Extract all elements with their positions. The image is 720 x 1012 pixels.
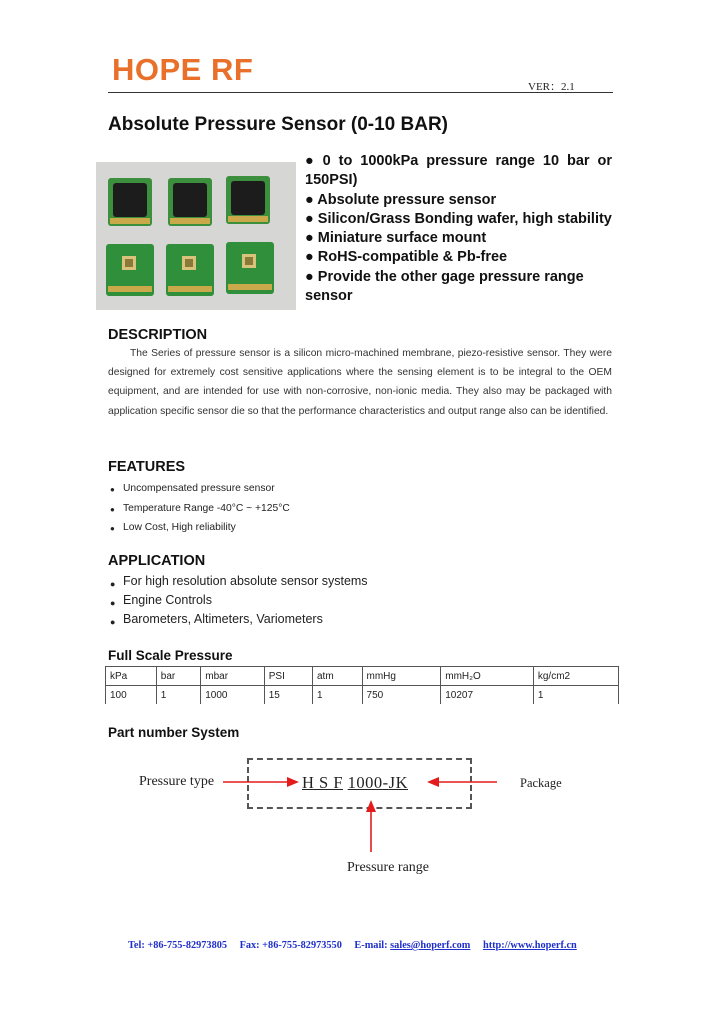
- sensor-board: [166, 244, 214, 296]
- intro-bullet: ● 0 to 1000kPa pressure range 10 bar or 150PSI): [305, 153, 612, 189]
- description-text: The Series of pressure sensor is a silicon micro-machined membrane, piezo-resistive sensor. They were designed for extremely cost sensitive applications where the sensing element is to be integral to the OEM equipment, and are intended for use with non-corrosive, non-ionic media. They also may be packaged with application specific sensor die so that the performance characteristics and output range also can be identified.: [108, 348, 612, 417]
- table-header-cell: kPa: [106, 667, 157, 686]
- feature-item: ● Uncompensated pressure sensor: [110, 479, 290, 499]
- part-number-heading: Part number System: [108, 725, 240, 740]
- table-header-cell: mbar: [201, 667, 265, 686]
- page-title: Absolute Pressure Sensor (0-10 BAR): [108, 114, 448, 135]
- packaged-chip: [168, 178, 212, 226]
- full-scale-heading: Full Scale Pressure: [108, 648, 233, 663]
- packaged-chip: [226, 176, 270, 224]
- intro-bullet: ● Absolute pressure sensor: [305, 191, 497, 208]
- footer-email-link[interactable]: sales@hoperf.com: [390, 940, 471, 951]
- table-cell: 10207: [441, 686, 534, 705]
- intro-bullet-list: [305, 152, 612, 306]
- part-range: 1000: [347, 773, 383, 792]
- table-cell: 1: [313, 686, 363, 705]
- intro-bullet: ● Miniature surface mount: [305, 230, 487, 247]
- feature-item: ● Temperature Range -40°C ~ +125°C: [110, 499, 290, 519]
- application-item: ● Barometers, Altimeters, Variometers: [110, 610, 368, 629]
- table-header-cell: mmHg: [362, 667, 441, 686]
- table-cell: 15: [264, 686, 312, 705]
- table-row: [106, 686, 619, 705]
- table-header-row: [106, 667, 619, 686]
- version-label: VER：2.1: [528, 81, 575, 93]
- application-heading: APPLICATION: [108, 553, 206, 569]
- table-header-cell: atm: [313, 667, 363, 686]
- table-cell: 1000: [201, 686, 265, 705]
- sensor-product-photo: [96, 162, 296, 310]
- part-prefix: H S F: [302, 773, 344, 792]
- part-package: JK: [388, 773, 408, 792]
- pressure-range-label: Pressure range: [347, 860, 430, 875]
- description-heading: DESCRIPTION: [108, 327, 208, 343]
- part-separator: -: [382, 773, 389, 792]
- footer-email-label: E-mail:: [354, 940, 391, 951]
- table-header-cell: bar: [156, 667, 200, 686]
- table-header-cell: PSI: [264, 667, 312, 686]
- pressure-type-label: Pressure type: [139, 774, 215, 789]
- application-list: [110, 572, 368, 629]
- table-cell: 1: [156, 686, 200, 705]
- table-cell: 750: [362, 686, 441, 705]
- features-list: [110, 479, 290, 538]
- header-divider: [108, 92, 613, 93]
- company-logo: HOPE RF: [112, 52, 254, 87]
- intro-bullet: ● RoHS-compatible & Pb-free: [305, 249, 508, 266]
- part-number-code: [302, 773, 408, 793]
- application-item: ● Engine Controls: [110, 591, 368, 610]
- intro-bullet: ● Silicon/Grass Bonding wafer, high stability: [305, 210, 612, 227]
- sensor-board: [106, 244, 154, 296]
- intro-bullet: ● Provide the other gage pressure range sensor: [305, 268, 584, 305]
- features-heading: FEATURES: [108, 459, 186, 475]
- sensor-board: [226, 242, 274, 294]
- footer-fax: Fax: +86-755-82973550: [239, 940, 342, 951]
- package-label: Package: [520, 776, 562, 790]
- table-header-cell: mmH₂O: [441, 667, 534, 686]
- packaged-chip: [108, 178, 152, 226]
- application-item: ● For high resolution absolute sensor systems: [110, 572, 368, 591]
- footer-website-link[interactable]: http://www.hoperf.cn: [482, 940, 577, 951]
- table-header-cell: kg/cm2: [533, 667, 618, 686]
- table-cell: 1: [533, 686, 618, 705]
- footer-contact: [128, 940, 577, 951]
- table-cell: 100: [106, 686, 157, 705]
- footer-tel: Tel: +86-755-82973805: [128, 940, 228, 951]
- feature-item: ● Low Cost, High reliability: [110, 518, 290, 538]
- full-scale-table: [105, 666, 619, 704]
